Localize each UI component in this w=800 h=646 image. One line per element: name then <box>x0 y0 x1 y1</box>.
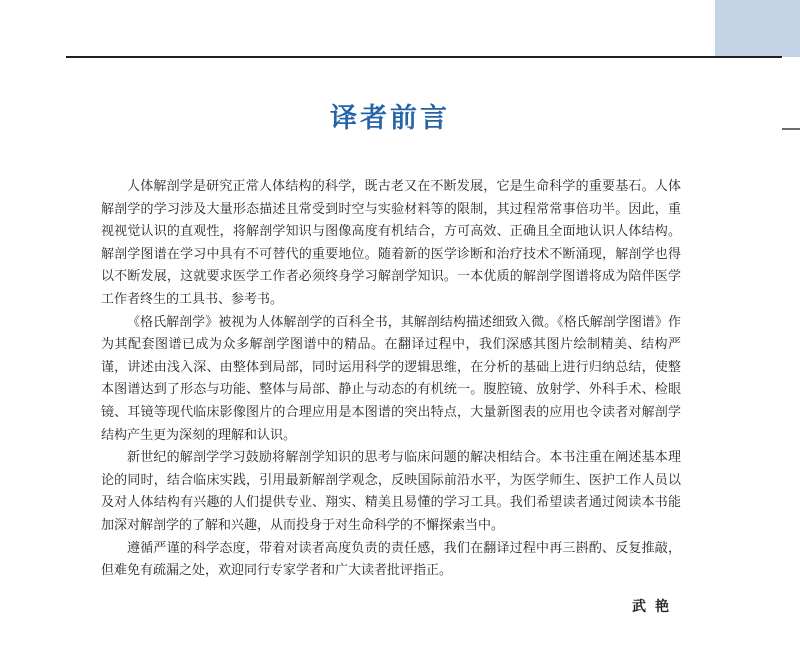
preface-body <box>101 176 681 583</box>
paragraph-4: 遵循严谨的科学态度，带着对读者高度负责的责任感，我们在翻译过程中再三斟酌、反复推敲，但难免有疏漏之处，欢迎同行专家学者和广大读者批评指正。 <box>101 540 681 579</box>
paragraph-2: 《格氏解剖学》被视为人体解剖学的百科全书，其解剖结构描述细致入微。《格氏解剖学图谱》作为其配套图谱已成为众多解剖学图谱中的精品。在翻译过程中，我们深感其图片绘制精美、结构严谨，讲述由浅入深、由整体到局部，同时运用科学的逻辑思维，在分析的基础上进行归纳总结，使整本图谱达到了形态与功能、整体与局部、静止与动态的有机统一。腹腔镜、放射学、外科手术、检眼镜、耳镜等现代临床影像图片的合理应用是本图谱的突出特点，大量新图表的应用也令读者对解剖学结构产生更为深刻的理解和认识。 <box>101 314 681 443</box>
corner-color-block <box>715 0 800 57</box>
paragraph-3: 新世纪的解剖学学习鼓励将解剖学知识的思考与临床问题的解决相结合。本书注重在阐述基本理论的同时，结合临床实践，引用最新解剖学观念，反映国际前沿水平，为医学师生、医护工作人员以及对人体结构有兴趣的人们提供专业、翔实、精美且易懂的学习工具。我们希望读者通过阅读本书能加深对解剖学的了解和兴趣，从而投身于对生命科学的不懈探索当中。 <box>101 450 681 533</box>
side-tab-mark <box>782 128 800 130</box>
header-rule <box>66 56 782 58</box>
paragraph-1: 人体解剖学是研究正常人体结构的科学，既古老又在不断发展，它是生命科学的重要基石。人体解剖学的学习涉及大量形态描述且常受到时空与实验材料等的限制，其过程常常事倍功半。因此，重视视觉认识的直观性，将解剖学知识与图像高度有机结合，方可高效、正确且全面地认识人体结构。解剖学图谱在学习中具有不可替代的重要地位。随着新的医学诊断和治疗技术不断涌现，解剖学也得以不断发展，这就要求医学工作者必须终身学习解剖学知识。一本优质的解剖学图谱将成为陪伴医学工作者终生的工具书、参考书。 <box>101 179 681 307</box>
translator-signature: 武艳 <box>632 599 678 615</box>
page-title: 译者前言 <box>330 103 450 135</box>
